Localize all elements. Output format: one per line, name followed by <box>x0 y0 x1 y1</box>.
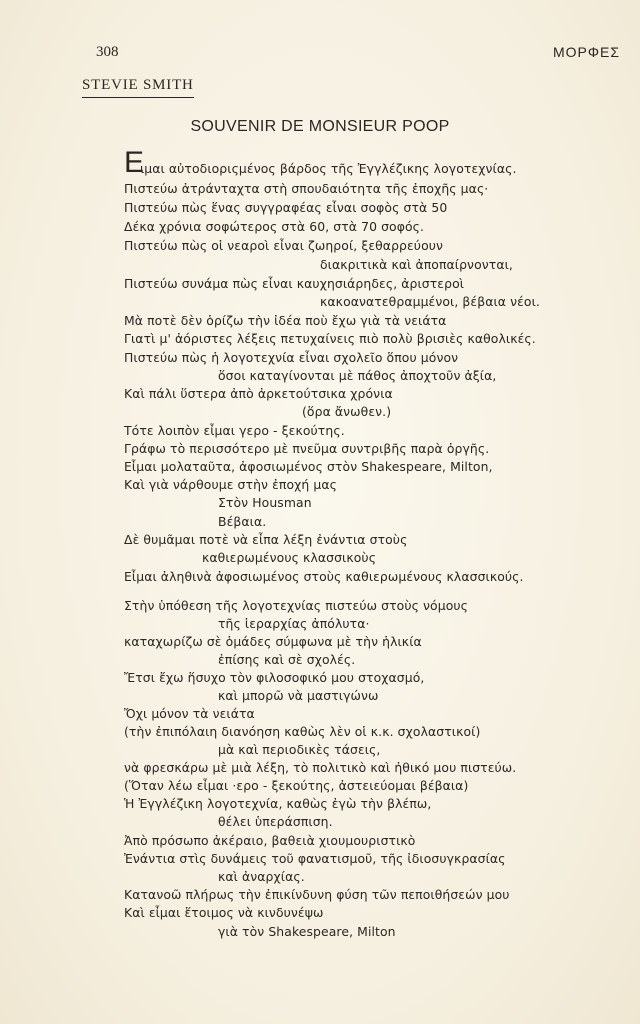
poem-line-7: Πιστεύω συνάμα πὼς εἶναι καυχησιάρηδες, ἀριστεροὶ <box>124 276 465 291</box>
poem-line-1-text: ιμαι αὐτοδιοριςμένος βάρδος τῆς Ἐγγλέζικης λογοτεχνίας. <box>140 161 517 176</box>
poem-line-15: Τότε λοιπὸν εἶμαι γερο - ξεκούτης. <box>124 423 345 438</box>
poem-line-5: Πιστεύω πὼς οἱ νεαροὶ εἶναι ζωηροί, ξεθαρρεύουν <box>124 238 444 253</box>
author-name: STEVIE SMITH <box>82 77 194 98</box>
poem-line-37: Ἀπὸ πρόσωπο ἀκέραιο, βαθειὰ χιουμουριστικὸ <box>124 833 416 848</box>
poem-line-11: Πιστεύω πὼς ἡ λογοτεχνία εἶναι σχολεῖο ὅπου μόνον <box>124 350 459 365</box>
poem-line-2: Πιστεύω ἀτράνταχτα στὴ σπουδαιότητα τῆς ἐποχῆς μας· <box>124 181 489 196</box>
poem-line-24: Στὴν ὑπόθεση τῆς λογοτεχνίας πιστεύω στοὺς νόμους <box>124 598 469 613</box>
poem-line-36: θέλει ὑπεράσπιση. <box>218 814 333 829</box>
poem-line-19: Στὸν Housman <box>218 495 312 510</box>
poem-line-6: διακριτικὰ καὶ ἀποπαίρνονται, <box>320 257 513 272</box>
poem-line-33: νὰ φρεσκάρω μὲ μιὰ λέξη, τὸ πολιτικὸ καὶ ἠθικό μου πιστεύω. <box>124 760 517 775</box>
poem-line-8: κακοανατεθραμμένοι, βέβαια νέοι. <box>320 294 540 309</box>
poem-line-22: καθιερωμένους κλασσικοὺς <box>202 550 377 565</box>
running-head: ΜΟΡΦΕΣ <box>552 44 620 60</box>
poem-title: SOUVENIR DE MONSIEUR POOP <box>190 118 450 135</box>
poem-line-30: Ὄχι μόνον τὰ νειάτα <box>124 706 255 721</box>
poem-line-26: καταχωρίζω σὲ ὁμάδες σύμφωνα μὲ τὴν ἡλικία <box>124 634 422 649</box>
poem-line-18: Καὶ γιὰ νάρθουμε στὴν ἐποχή μας <box>124 477 337 492</box>
poem-line-1 <box>124 146 517 179</box>
poem-line-41: Καὶ εἶμαι ἕτοιμος νὰ κινδυνέψω <box>124 905 324 920</box>
poem-line-23: Εἶμαι ἀληθινὰ ἀφοσιωμένος στοὺς καθιερωμένους κλασσικούς. <box>124 569 524 584</box>
poem-line-28: Ἔτσι ἔχω ἥσυχο τὸν φιλοσοφικό μου στοχασμό, <box>124 670 425 685</box>
poem-line-21: Δὲ θυμᾶμαι ποτὲ νὰ εἶπα λέξη ἐνάντια στοὺς <box>124 532 408 547</box>
poem-line-25: τῆς ἱεραρχίας ἀπόλυτα· <box>218 616 370 631</box>
drop-cap: E <box>124 146 145 179</box>
poem-line-35: Ἡ Ἐγγλέζικη λογοτεχνία, καθὼς ἐγὼ τὴν βλέπω, <box>124 796 432 811</box>
poem-line-3: Πιστεύω πὼς ἕνας συγγραφέας εἶναι σοφὸς στὰ 50 <box>124 200 448 215</box>
page-number: 308 <box>96 44 119 60</box>
poem-line-31: (τὴν ἐπιπόλαιη διανόηση καθὼς λὲν οἱ κ.κ. σχολαστικοί) <box>124 724 481 739</box>
poem-line-29: καὶ μπορῶ νὰ μαστιγώνω <box>218 688 379 703</box>
poem-line-27: ἐπίσης καὶ σὲ σχολές. <box>218 652 356 667</box>
poem-line-20: Βέβαια. <box>218 514 267 529</box>
poem-line-14: (ὅρα ἄνωθεν.) <box>302 404 392 419</box>
poem-line-12: ὅσοι καταγίνονται μὲ πάθος ἀποχτοῦν ἀξία, <box>218 368 497 383</box>
poem-line-17: Εἶμαι μολαταῦτα, ἀφοσιωμένος στὸν Shakespeare, Milton, <box>124 459 493 474</box>
poem-line-42: γιὰ τὸν Shakespeare, Milton <box>218 924 396 939</box>
poem-line-16: Γράφω τὸ περισσότερο μὲ πνεῦμα συντριβῆς παρὰ ὀργῆς. <box>124 441 490 456</box>
poem-line-4: Δέκα χρόνια σοφώτερος στὰ 60, στὰ 70 σοφός. <box>124 219 425 234</box>
poem-line-38: Ἐνάντια στὶς δυνάμεις τοῦ φανατισμοῦ, τῆς ἰδιοσυγκρασίας <box>124 851 506 866</box>
poem-line-13: Καὶ πάλι ὕστερα ἀπὸ ἀρκετούτσικα χρόνια <box>124 386 393 401</box>
poem-line-34: (Ὅταν λέω εἶμαι ·ερο - ξεκούτης, ἀστειεύομαι βέβαια) <box>124 778 469 793</box>
poem-line-10: Γιατὶ μ' ἀόριστες λέξεις πετυχαίνεις πιὸ πολὺ βρισιὲς καθολικές. <box>124 331 536 346</box>
poem-line-32: μὰ καὶ περιοδικὲς τάσεις, <box>218 742 381 757</box>
poem-line-40: Κατανοῶ πλήρως τὴν ἐπικίνδυνη φύση τῶν πεποιθήσεών μου <box>124 887 510 902</box>
poem-line-39: καὶ ἀναρχίας. <box>218 869 305 884</box>
poem-line-9: Μὰ ποτὲ δὲν ὁρίζω τὴν ἰδέα ποὺ ἔχω γιὰ τὰ νειάτα <box>124 313 447 328</box>
